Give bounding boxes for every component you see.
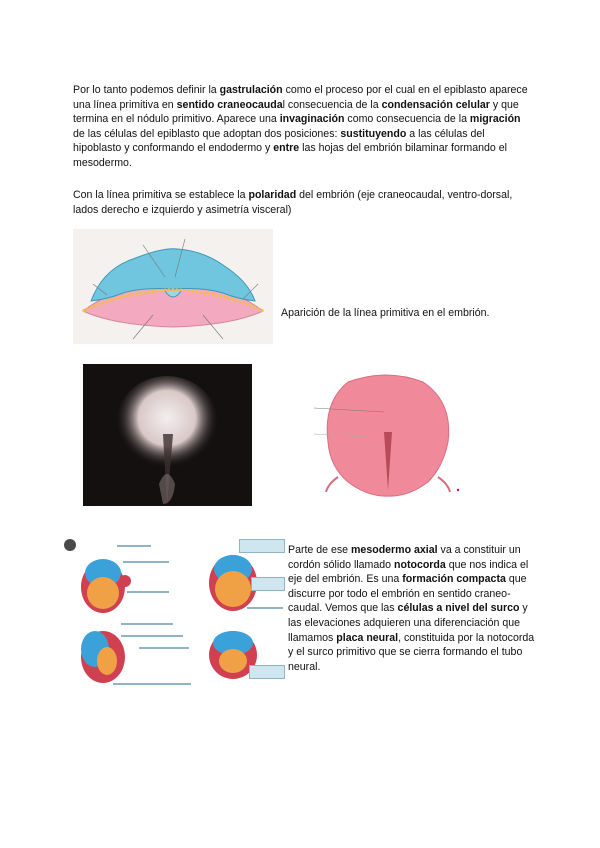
embryo-dorsal-view-figure bbox=[308, 372, 468, 502]
bold-term: migración bbox=[469, 113, 521, 126]
diagram-label bbox=[121, 635, 183, 637]
bold-term: formación compacta bbox=[402, 573, 506, 586]
bold-term: invaginación bbox=[279, 113, 345, 126]
text-run: a las células del hipoblasto y conformando el endodermo y bbox=[73, 127, 485, 155]
text-run: Por lo tanto podemos definir la bbox=[73, 84, 220, 96]
bold-term: polaridad bbox=[248, 189, 297, 201]
paragraph-polarity bbox=[73, 188, 533, 217]
diagram-label bbox=[251, 577, 285, 591]
figure-caption: Aparición de la línea primitiva en el embrión. bbox=[281, 307, 490, 319]
diagram-label bbox=[239, 539, 285, 553]
diagram-label bbox=[249, 665, 285, 679]
bold-term: notocorda bbox=[394, 558, 446, 571]
diagram-label bbox=[139, 647, 189, 649]
neural-plate-sequence-figure bbox=[63, 537, 285, 695]
paragraph-gastrulation bbox=[73, 83, 533, 171]
text-run: va a constituir un cordón sólido llamado bbox=[288, 544, 521, 571]
text-run: las hojas del embrión bilaminar formando el mesodermo. bbox=[73, 142, 508, 169]
text-run: como el proceso por el cual en el epiblasto aparece una línea primitiva en bbox=[73, 84, 528, 111]
diagram-label bbox=[121, 623, 173, 625]
bold-term: mesodermo axial bbox=[351, 544, 438, 556]
bold-term: sustituyendo bbox=[340, 127, 407, 140]
embryo-cross-section-figure bbox=[73, 229, 273, 344]
diagram-label bbox=[247, 607, 283, 609]
diagram-label bbox=[113, 683, 191, 685]
bold-term: células a nivel del surco bbox=[397, 602, 520, 615]
bold-term: sentido craneocauda bbox=[176, 98, 283, 111]
bold-term: condensación celular bbox=[381, 98, 490, 111]
paragraph-notochord bbox=[288, 543, 540, 674]
text-run: Con la línea primitiva se establece la bbox=[73, 189, 249, 201]
text-run: de las células del epiblasto que adoptan dos posiciones: bbox=[73, 127, 341, 140]
text-run: l consecuencia de la bbox=[282, 98, 382, 111]
text-run: , constituida por la notocorda y el surco primitivo que se cierra formando el tubo neural. bbox=[288, 631, 535, 673]
bold-term: gastrulación bbox=[219, 84, 283, 96]
text-run: y que termina en el nódulo primitivo. Aparece una bbox=[73, 98, 519, 126]
bold-term: entre bbox=[273, 142, 300, 155]
embryo-micrograph-figure bbox=[83, 364, 252, 506]
text-run: que discurre por todo el embrión en sentido craneo-caudal. Vemos que las bbox=[288, 573, 527, 615]
text-run: que nos indica el eje del embrión. Es una bbox=[288, 558, 529, 586]
bold-term: placa neural bbox=[336, 631, 399, 644]
diagram-label bbox=[127, 591, 169, 593]
text-run: y las elevaciones adquieren una diferenciación que llamamos bbox=[288, 602, 528, 644]
text-run: del embrión (eje craneocaudal, ventro-dorsal, lados derecho e izquierdo y asimetría visceral) bbox=[73, 189, 513, 216]
diagram-label bbox=[117, 545, 151, 547]
text-run: como consecuencia de la bbox=[344, 113, 470, 126]
diagram-label bbox=[123, 561, 169, 563]
text-run: Parte de ese bbox=[288, 544, 352, 556]
